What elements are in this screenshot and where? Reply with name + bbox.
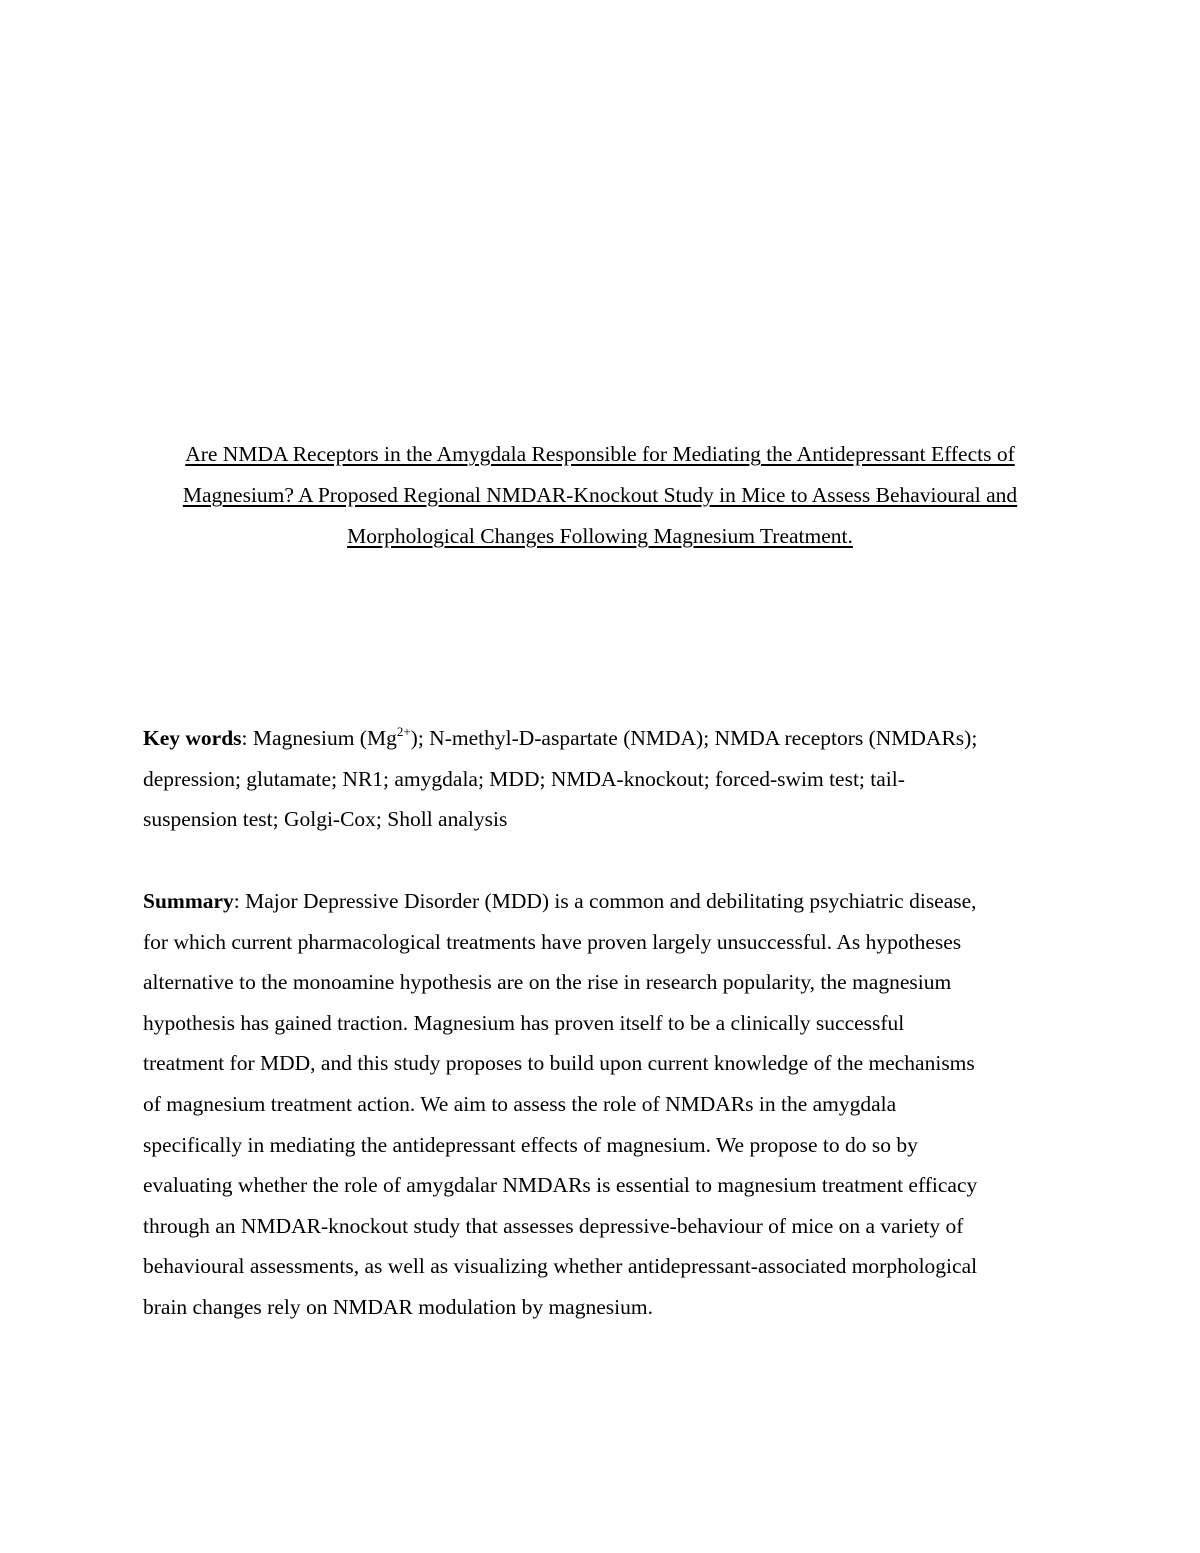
title-line: Morphological Changes Following Magnesium Treatment. bbox=[347, 524, 853, 548]
keywords-paragraph bbox=[143, 718, 1063, 840]
summary-line: for which current pharmacological treatments have proven largely unsuccessful. As hypotheses bbox=[143, 929, 962, 954]
title-line: Magnesium? A Proposed Regional NMDAR-Knockout Study in Mice to Assess Behavioural and bbox=[182, 483, 1018, 507]
document-title bbox=[130, 434, 1070, 557]
summary-line: alternative to the monoamine hypothesis are on the rise in research popularity, the magnesium bbox=[143, 970, 952, 995]
summary-line: of magnesium treatment action. We aim to assess the role of NMDARs in the amygdala bbox=[143, 1091, 897, 1116]
keywords-text: Magnesium (Mg bbox=[247, 726, 397, 750]
summary-text: Major Depressive Disorder (MDD) is a common and debilitating psychiatric disease, bbox=[239, 889, 977, 913]
summary-separator: : bbox=[233, 889, 240, 913]
keywords-separator: : bbox=[241, 726, 248, 750]
summary-paragraph bbox=[143, 881, 1063, 1328]
superscript-charge: 2+ bbox=[396, 724, 411, 739]
keywords-label: Key words bbox=[143, 726, 242, 750]
summary-line: through an NMDAR-knockout study that assesses depressive-behaviour of mice on a variety of bbox=[143, 1213, 964, 1238]
summary-line: brain changes rely on NMDAR modulation by magnesium. bbox=[143, 1294, 653, 1319]
summary-line: hypothesis has gained traction. Magnesium has proven itself to be a clinically successful bbox=[143, 1010, 905, 1035]
summary-line: evaluating whether the role of amygdalar NMDARs is essential to magnesium treatment efficacy bbox=[143, 1173, 978, 1198]
summary-line: behavioural assessments, as well as visualizing whether antidepressant-associated morphological bbox=[143, 1254, 978, 1279]
keywords-line: depression; glutamate; NR1; amygdala; MDD; NMDA-knockout; forced-swim test; tail- bbox=[143, 766, 905, 791]
summary-line bbox=[143, 881, 1063, 922]
summary-line: specifically in mediating the antidepressant effects of magnesium. We propose to do so by bbox=[143, 1132, 918, 1157]
keywords-line: suspension test; Golgi-Cox; Sholl analysis bbox=[143, 807, 508, 832]
keywords-text: ); N-methyl-D-aspartate (NMDA); NMDA receptors (NMDARs); bbox=[410, 726, 978, 750]
keywords-line bbox=[143, 718, 1063, 759]
summary-label: Summary bbox=[143, 889, 234, 913]
summary-line: treatment for MDD, and this study proposes to build upon current knowledge of the mechanisms bbox=[143, 1051, 975, 1076]
title-line: Are NMDA Receptors in the Amygdala Responsible for Mediating the Antidepressant Effects of bbox=[185, 442, 1015, 466]
